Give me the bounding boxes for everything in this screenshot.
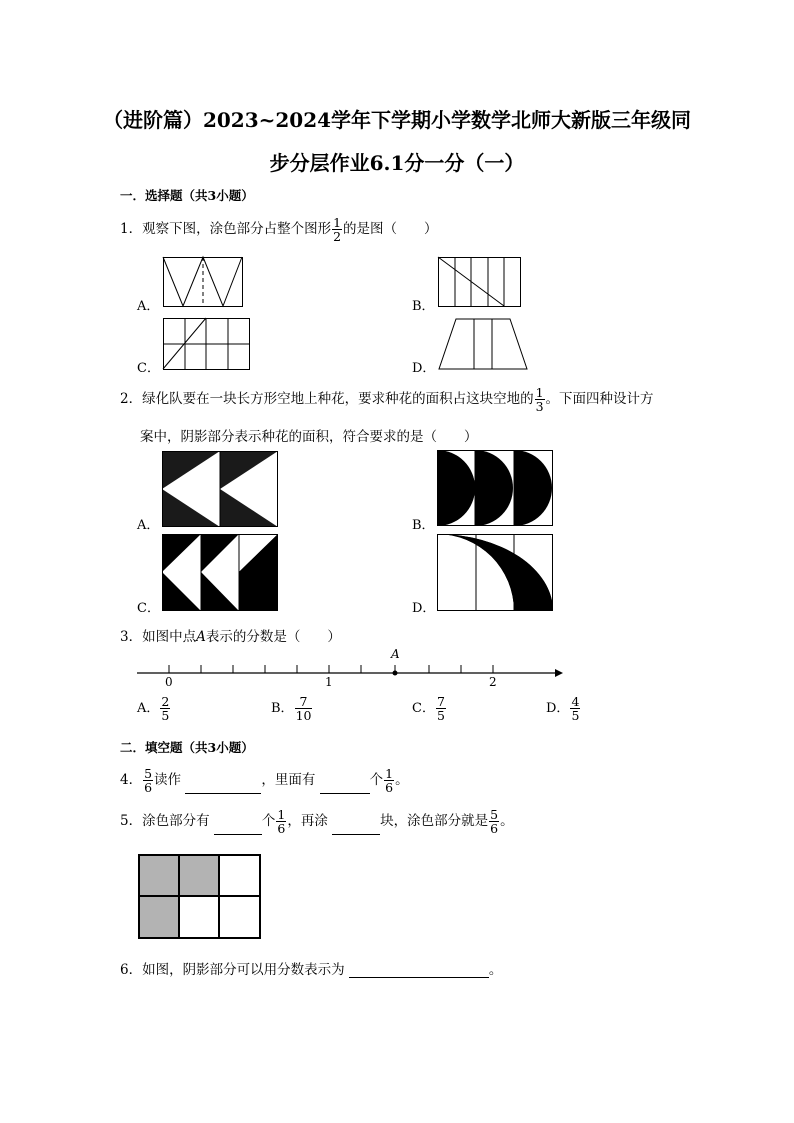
- q2-figure-c: [162, 534, 278, 611]
- q2-figure-d: [437, 534, 553, 611]
- question-5: [120, 808, 514, 835]
- q2-frac-denominator: 3: [535, 399, 544, 414]
- q2-frac-numerator: 1: [535, 385, 544, 400]
- q5-fraction-2: [489, 808, 499, 835]
- q3-option-b-label: B．: [271, 701, 294, 716]
- question-6: [120, 958, 502, 978]
- section-1-heading: 一．选择题（共3小题）: [120, 188, 254, 203]
- q6-text: 6．如图，阴影部分可以用分数表示为: [120, 962, 345, 978]
- frac-numerator: 1: [385, 766, 394, 781]
- q1-frac-numerator: 1: [333, 215, 342, 230]
- q6-end: 。: [488, 962, 503, 978]
- q1-figure-d: [438, 318, 528, 370]
- frac-numerator: 7: [436, 694, 445, 709]
- q2-option-b[interactable]: B．: [412, 518, 435, 533]
- q5-unit: 个: [261, 813, 276, 829]
- q1-text-before: 1．观察下图，涂色部分占整个图形: [120, 221, 332, 237]
- q5-text-2: ，再涂: [287, 813, 328, 829]
- question-3: [120, 625, 341, 645]
- q4-fraction-2: [384, 767, 394, 794]
- q1-figure-c: [163, 318, 250, 370]
- frac-denominator: 6: [490, 821, 499, 836]
- q1-option-c[interactable]: C．: [137, 361, 160, 376]
- question-4: [120, 767, 409, 794]
- q1-option-b[interactable]: B．: [412, 299, 435, 314]
- q1-option-d[interactable]: D．: [412, 361, 436, 376]
- frac-numerator: 2: [161, 694, 170, 709]
- q2-text-before: 2．绿化队要在一块长方形空地上种花，要求种花的面积占这块空地的: [120, 391, 534, 407]
- q3-option-c-fraction: [436, 695, 446, 722]
- q4-read-as: 读作: [154, 772, 182, 788]
- q5-grid-figure: [138, 854, 262, 940]
- q4-unit: 个: [369, 772, 384, 788]
- q5-text-3: 块，涂色部分就是: [380, 813, 489, 829]
- q2-option-d[interactable]: D．: [412, 601, 436, 616]
- q1-frac-denominator: 2: [333, 229, 342, 244]
- q4-end: 。: [395, 772, 409, 788]
- tick-label-1: 1: [325, 675, 333, 689]
- q3-option-a-label: A．: [137, 701, 160, 716]
- q3-option-c[interactable]: [412, 695, 447, 722]
- q2-figure-b: [437, 450, 553, 526]
- q3-option-a[interactable]: [137, 695, 171, 722]
- point-a-marker: [393, 671, 398, 676]
- question-1: [120, 216, 438, 243]
- q3-option-d-fraction: [570, 695, 580, 722]
- q5-text-1: 5．涂色部分有: [120, 813, 210, 829]
- q5-fraction-1: [276, 808, 286, 835]
- q3-text-before: 3．如图中点: [120, 629, 197, 645]
- q1-figure-a: [163, 257, 243, 307]
- question-2: [120, 386, 654, 413]
- q4-blank-reading[interactable]: [185, 779, 261, 794]
- tick-label-0: 0: [165, 675, 173, 689]
- q5-end: 。: [500, 813, 514, 829]
- q4-blank-count[interactable]: [320, 779, 370, 794]
- q3-text-after: 表示的分数是（ ）: [205, 629, 341, 645]
- number-line-point-label: A: [391, 647, 400, 661]
- q2-option-c[interactable]: C．: [137, 601, 160, 616]
- q3-option-b-fraction: [295, 695, 313, 722]
- frac-denominator: 6: [385, 780, 394, 795]
- q3-option-c-label: C．: [412, 701, 435, 716]
- frac-denominator: 5: [161, 708, 170, 723]
- q4-number: 4．: [120, 772, 143, 788]
- q3-option-d[interactable]: [546, 695, 581, 722]
- title-line-2: 步分层作业6.1分一分（一）: [269, 151, 525, 175]
- q1-fraction: [332, 216, 342, 243]
- q1-figure-b: [438, 257, 521, 307]
- q1-option-a[interactable]: A．: [137, 299, 160, 314]
- q1-text-after: 的是图（ ）: [343, 221, 438, 237]
- tick-label-2: 2: [489, 675, 497, 689]
- frac-denominator: 6: [144, 780, 153, 795]
- q4-fraction-1: [143, 767, 153, 794]
- frac-denominator: 6: [277, 821, 286, 836]
- q2-option-a[interactable]: A．: [137, 518, 160, 533]
- number-line: [135, 645, 565, 690]
- q4-middle-text: ，里面有: [261, 772, 316, 788]
- q5-blank-2[interactable]: [332, 820, 380, 835]
- section-2-heading: 二．填空题（共3小题）: [120, 740, 254, 755]
- frac-numerator: 5: [490, 807, 499, 822]
- q6-blank[interactable]: [349, 963, 489, 978]
- frac-denominator: 5: [571, 708, 580, 723]
- q2-fraction: [535, 386, 545, 413]
- q3-option-a-fraction: [160, 695, 170, 722]
- frac-denominator: 10: [295, 708, 312, 723]
- frac-numerator: 5: [144, 766, 153, 781]
- frac-numerator: 4: [571, 694, 580, 709]
- q5-blank-1[interactable]: [214, 820, 262, 835]
- q2-text-after: 。下面四种设计方: [545, 391, 654, 407]
- title-line-1: （进阶篇）2023~2024学年下学期小学数学北师大新版三年级同: [102, 108, 692, 132]
- q2-line-2: 案中，阴影部分表示种花的面积，符合要求的是（ ）: [140, 429, 478, 445]
- frac-numerator: 7: [295, 695, 313, 709]
- q3-option-d-label: D．: [546, 701, 570, 716]
- frac-denominator: 5: [436, 708, 445, 723]
- frac-numerator: 1: [277, 807, 286, 822]
- q3-point-label: A: [196, 629, 206, 645]
- q3-option-b[interactable]: [271, 695, 313, 722]
- q2-figure-a: [162, 451, 278, 527]
